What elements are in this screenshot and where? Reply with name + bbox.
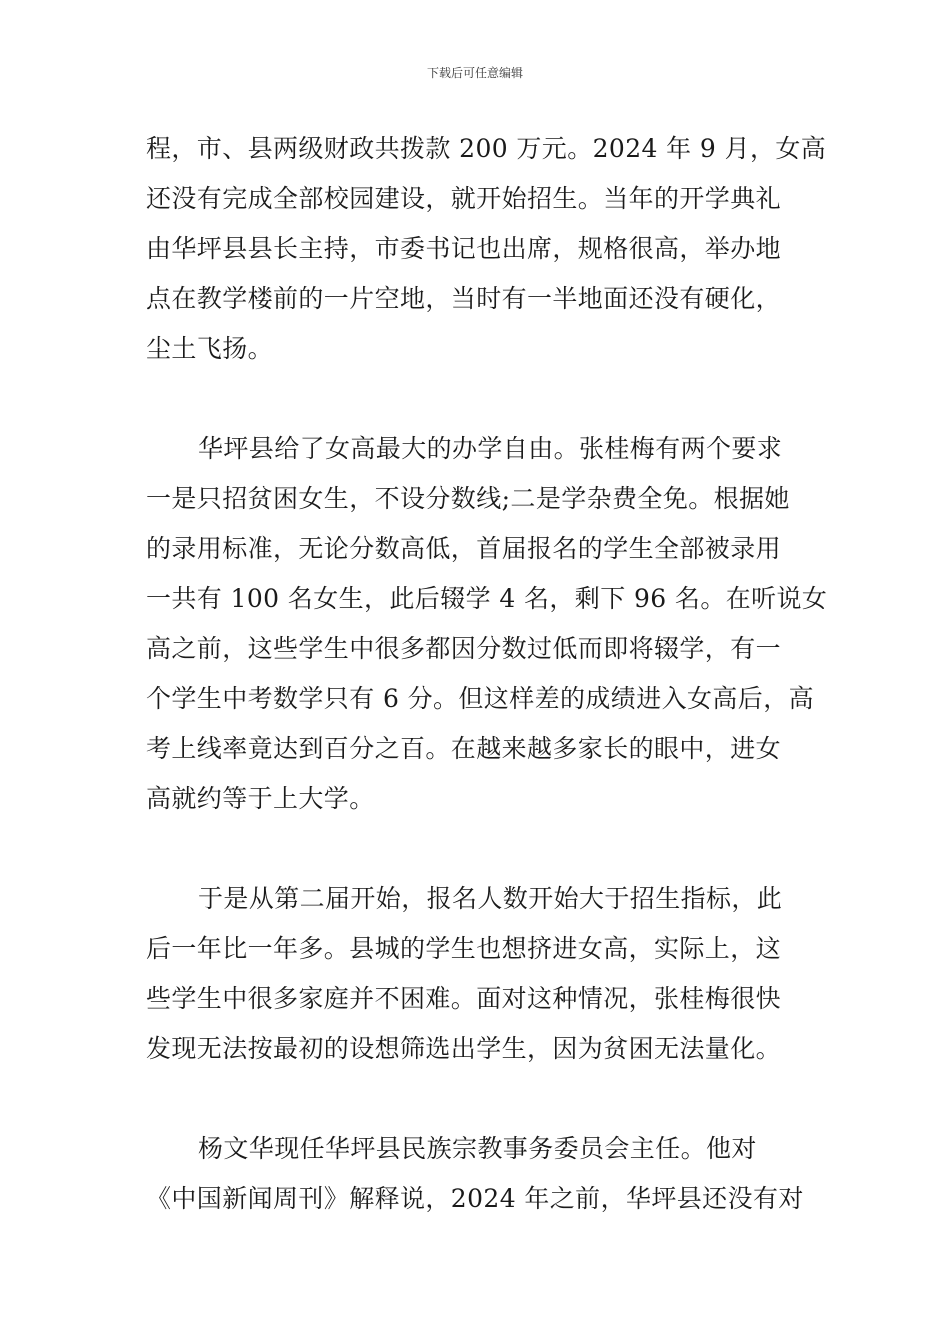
- article-body: [146, 124, 828, 1224]
- text-line: 高就约等于上大学。: [146, 784, 375, 813]
- text-line: 些学生中很多家庭并不困难。面对这种情况，张桂梅很快: [146, 984, 782, 1013]
- text-line: 程，市、县两级财政共拨款 200 万元。2024 年 9 月，女高: [146, 134, 827, 163]
- text-line: 《中国新闻周刊》解释说，2024 年之前，华坪县还没有对: [146, 1184, 804, 1213]
- text-line: 于是从第二届开始，报名人数开始大于招生指标，此: [198, 884, 783, 913]
- text-line: 的录用标准，无论分数高低，首届报名的学生全部被录用: [146, 534, 782, 563]
- text-line: 尘土飞扬。: [146, 334, 274, 363]
- page-header: 下载后可任意编辑: [426, 66, 523, 80]
- text-line: 发现无法按最初的设想筛选出学生，因为贫困无法量化。: [146, 1034, 782, 1063]
- text-line: 后一年比一年多。县城的学生也想挤进女高，实际上，这: [146, 934, 782, 963]
- text-line: 华坪县给了女高最大的办学自由。张桂梅有两个要求: [198, 434, 783, 463]
- text-line: 一共有 100 名女生，此后辍学 4 名，剩下 96 名。在听说女: [146, 584, 828, 613]
- text-line: 杨文华现任华坪县民族宗教事务委员会主任。他对: [198, 1134, 757, 1163]
- paragraph-3: [146, 874, 806, 1074]
- text-line: 高之前，这些学生中很多都因分数过低而即将辍学，有一: [146, 634, 782, 663]
- paragraph-2: [146, 424, 828, 824]
- text-line: 由华坪县县长主持，市委书记也出席，规格很高，举办地: [146, 234, 782, 263]
- paragraph-1: [146, 124, 827, 374]
- text-line: 点在教学楼前的一片空地，当时有一半地面还没有硬化，: [146, 284, 782, 313]
- text-line: 个学生中考数学只有 6 分。但这样差的成绩进入女高后，高: [146, 684, 815, 713]
- text-line: 一是只招贫困女生，不设分数线;二是学杂费全免。根据她: [146, 484, 790, 513]
- paragraph-4: [146, 1124, 806, 1224]
- text-line: 考上线率竟达到百分之百。在越来越多家长的眼中，进女: [146, 734, 782, 763]
- text-line: 还没有完成全部校园建设，就开始招生。当年的开学典礼: [146, 184, 782, 213]
